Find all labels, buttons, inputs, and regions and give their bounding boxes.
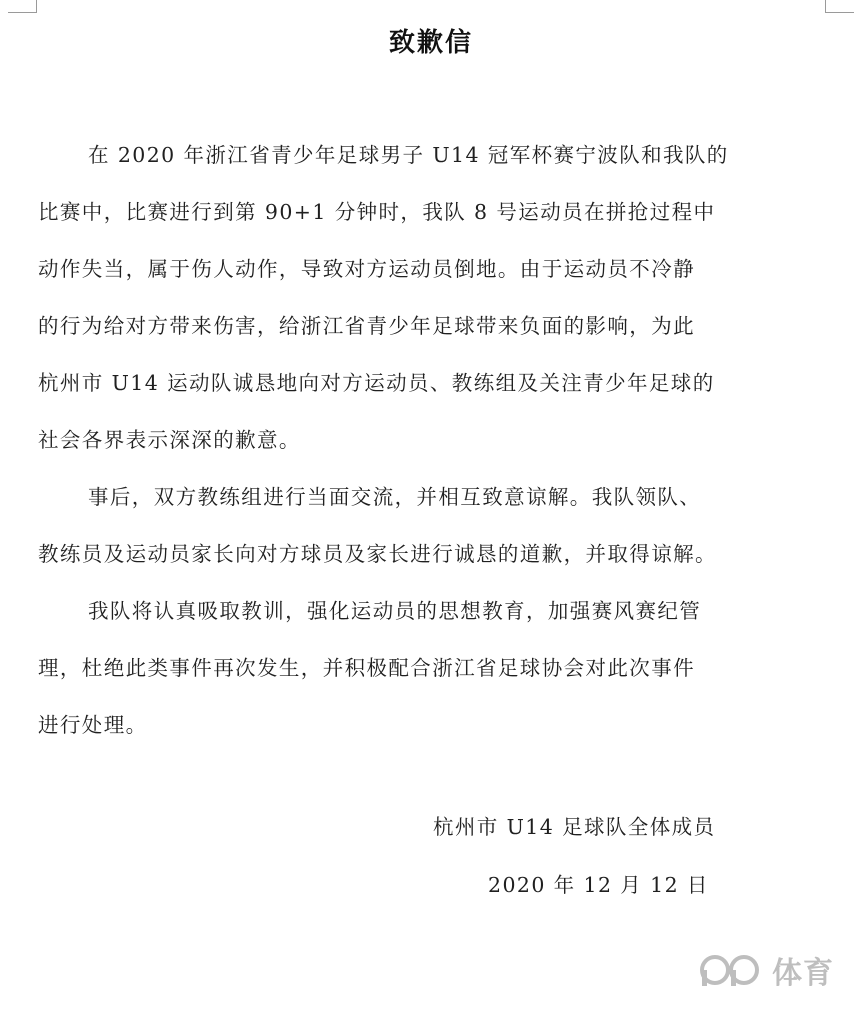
paragraph-1-line: 杭州市 U14 运动队诚恳地向对方运动员、教练组及关注青少年足球的 [38, 371, 715, 395]
paragraph-1-line: 的行为给对方带来伤害，给浙江省青少年足球带来负面的影响，为此 [38, 314, 695, 338]
pp-logo-icon [698, 952, 768, 988]
paragraph-1-line: 社会各界表示深深的歉意。 [38, 428, 301, 452]
paragraph-1-line: 比赛中，比赛进行到第 90+1 分钟时，我队 8 号运动员在拼抢过程中 [38, 200, 716, 224]
paragraph-1-line: 动作失当，属于伤人动作，导致对方运动员倒地。由于运动员不冷静 [38, 257, 695, 281]
letter-signature: 杭州市 U14 足球队全体成员 [433, 815, 716, 839]
paragraph-3-line: 理，杜绝此类事件再次发生，并积极配合浙江省足球协会对此次事件 [38, 656, 695, 680]
watermark [698, 948, 834, 992]
watermark-brand-text: 体育 [772, 956, 834, 991]
paragraph-3-line: 我队将认真吸取教训，强化运动员的思想教育，加强赛风赛纪管 [88, 599, 702, 623]
page-corner-mark-right [825, 0, 854, 13]
paragraph-3-line: 进行处理。 [38, 713, 148, 737]
paragraph-2-line: 教练员及运动员家长向对方球员及家长进行诚恳的道歉，并取得谅解。 [38, 542, 717, 566]
letter-title: 致歉信 [388, 28, 473, 58]
paragraph-2-line: 事后，双方教练组进行当面交流，并相互致意谅解。我队领队、 [88, 485, 702, 509]
letter-date: 2020 年 12 月 12 日 [488, 873, 709, 897]
page-corner-mark-left [8, 0, 37, 13]
paragraph-1-line: 在 2020 年浙江省青少年足球男子 U14 冠军杯赛宁波队和我队的 [88, 143, 729, 167]
